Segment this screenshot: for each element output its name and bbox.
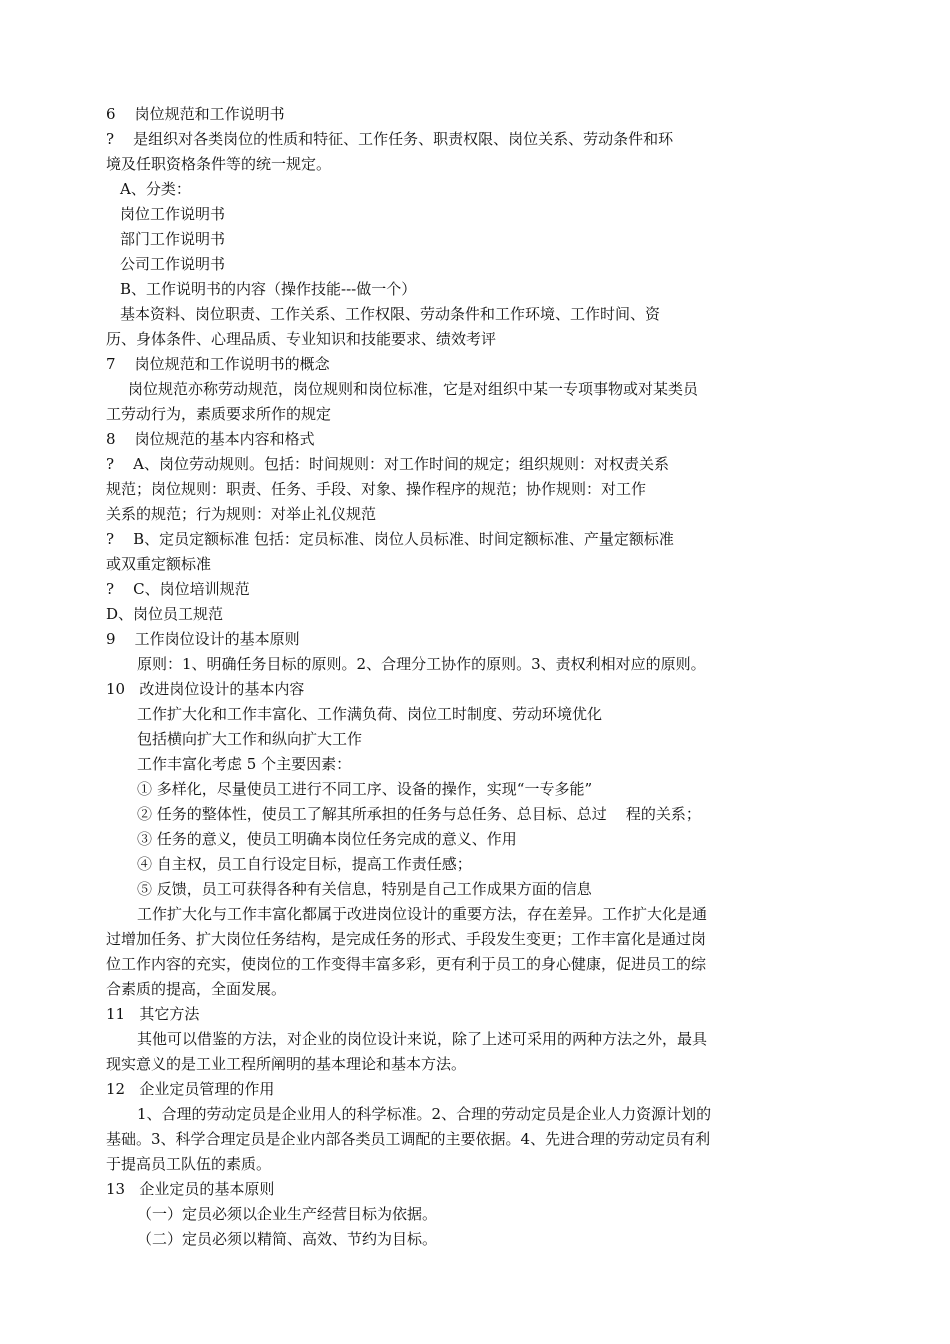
text-line: ? B、定员定额标准 包括：定员标准、岗位人员标准、时间定额标准、产量定额标准 bbox=[106, 530, 674, 548]
list-item: ④ 自主权，员工自行设定目标，提高工作责任感； bbox=[137, 855, 472, 873]
text-line: 基本资料、岗位职责、工作关系、工作权限、劳动条件和工作环境、工作时间、资 bbox=[120, 305, 661, 323]
list-item: ① 多样化，尽量使员工进行不同工序、设备的操作，实现“一专多能” bbox=[137, 780, 593, 798]
list-item: （一）定员必须以企业生产经营目标为依据。 bbox=[137, 1205, 438, 1223]
text-line: ? C、岗位培训规范 bbox=[106, 580, 250, 598]
text-line: 其他可以借鉴的方法，对企业的岗位设计来说，除了上述可采用的两种方法之外，最具 bbox=[137, 1030, 708, 1048]
section-heading-13: 13 企业定员的基本原则 bbox=[106, 1180, 275, 1198]
text-line: D、岗位员工规范 bbox=[106, 605, 224, 623]
section-heading-10: 10 改进岗位设计的基本内容 bbox=[106, 680, 305, 698]
text-line: 现实意义的是工业工程所阐明的基本理论和基本方法。 bbox=[106, 1055, 467, 1073]
text-line: 部门工作说明书 bbox=[120, 230, 226, 248]
text-line: 公司工作说明书 bbox=[120, 255, 226, 273]
list-item: （二）定员必须以精简、高效、节约为目标。 bbox=[137, 1230, 438, 1248]
text-line: 位工作内容的充实，使岗位的工作变得丰富多彩，更有利于员工的身心健康，促进员工的综 bbox=[106, 955, 707, 973]
section-heading-9: 9 工作岗位设计的基本原则 bbox=[106, 630, 300, 648]
text-line: 岗位规范亦称劳动规范，岗位规则和岗位标准，它是对组织中某一专项事物或对某类员 bbox=[128, 380, 699, 398]
section-heading-11: 11 其它方法 bbox=[106, 1005, 200, 1023]
text-line: ? 是组织对各类岗位的性质和特征、工作任务、职责权限、岗位关系、劳动条件和环 bbox=[106, 130, 674, 148]
text-line: 于提高员工队伍的素质。 bbox=[106, 1155, 272, 1173]
section-heading-6: 6 岗位规范和工作说明书 bbox=[106, 105, 285, 123]
text-line: 历、身体条件、心理品质、专业知识和技能要求、绩效考评 bbox=[106, 330, 497, 348]
text-line: 原则：1、明确任务目标的原则。2、合理分工协作的原则。3、责权利相对应的原则。 bbox=[137, 655, 706, 673]
text-line: 关系的规范；行为规则：对举止礼仪规范 bbox=[106, 505, 377, 523]
text-line: 岗位工作说明书 bbox=[120, 205, 226, 223]
text-line: 包括横向扩大工作和纵向扩大工作 bbox=[137, 730, 363, 748]
text-line: 工作丰富化考虑 5 个主要因素： bbox=[137, 755, 352, 773]
list-item: ⑤ 反馈，员工可获得各种有关信息，特别是自己工作成果方面的信息 bbox=[137, 880, 592, 898]
text-line: 基础。3、科学合理定员是企业内部各类员工调配的主要依据。4、先进合理的劳动定员有利 bbox=[106, 1130, 711, 1148]
text-line: 工劳动行为，素质要求所作的规定 bbox=[106, 405, 332, 423]
text-line: 1、合理的劳动定员是企业用人的科学标准。2、合理的劳动定员是企业人力资源计划的 bbox=[137, 1105, 712, 1123]
text-line: 境及任职资格条件等的统一规定。 bbox=[106, 155, 332, 173]
text-line: A、分类： bbox=[120, 180, 191, 198]
section-heading-7: 7 岗位规范和工作说明书的概念 bbox=[106, 355, 330, 373]
text-line: 合素质的提高，全面发展。 bbox=[106, 980, 287, 998]
text-line: 规范；岗位规则：职责、任务、手段、对象、操作程序的规范；协作规则：对工作 bbox=[106, 480, 647, 498]
text-line: 或双重定额标准 bbox=[106, 555, 212, 573]
text-line: B、工作说明书的内容（操作技能---做一个） bbox=[120, 280, 417, 298]
section-heading-8: 8 岗位规范的基本内容和格式 bbox=[106, 430, 315, 448]
list-item: ② 任务的整体性，使员工了解其所承担的任务与总任务、总目标、总过 程的关系； bbox=[137, 805, 701, 823]
text-line: ? A、岗位劳动规则。包括：时间规则：对工作时间的规定；组织规则：对权责关系 bbox=[106, 455, 669, 473]
list-item: ③ 任务的意义，使员工明确本岗位任务完成的意义、作用 bbox=[137, 830, 517, 848]
text-line: 工作扩大化与工作丰富化都属于改进岗位设计的重要方法，存在差异。工作扩大化是通 bbox=[137, 905, 708, 923]
text-line: 工作扩大化和工作丰富化、工作满负荷、岗位工时制度、劳动环境优化 bbox=[137, 705, 603, 723]
text-line: 过增加任务、扩大岗位任务结构，是完成任务的形式、手段发生变更；工作丰富化是通过岗 bbox=[106, 930, 707, 948]
section-heading-12: 12 企业定员管理的作用 bbox=[106, 1080, 275, 1098]
